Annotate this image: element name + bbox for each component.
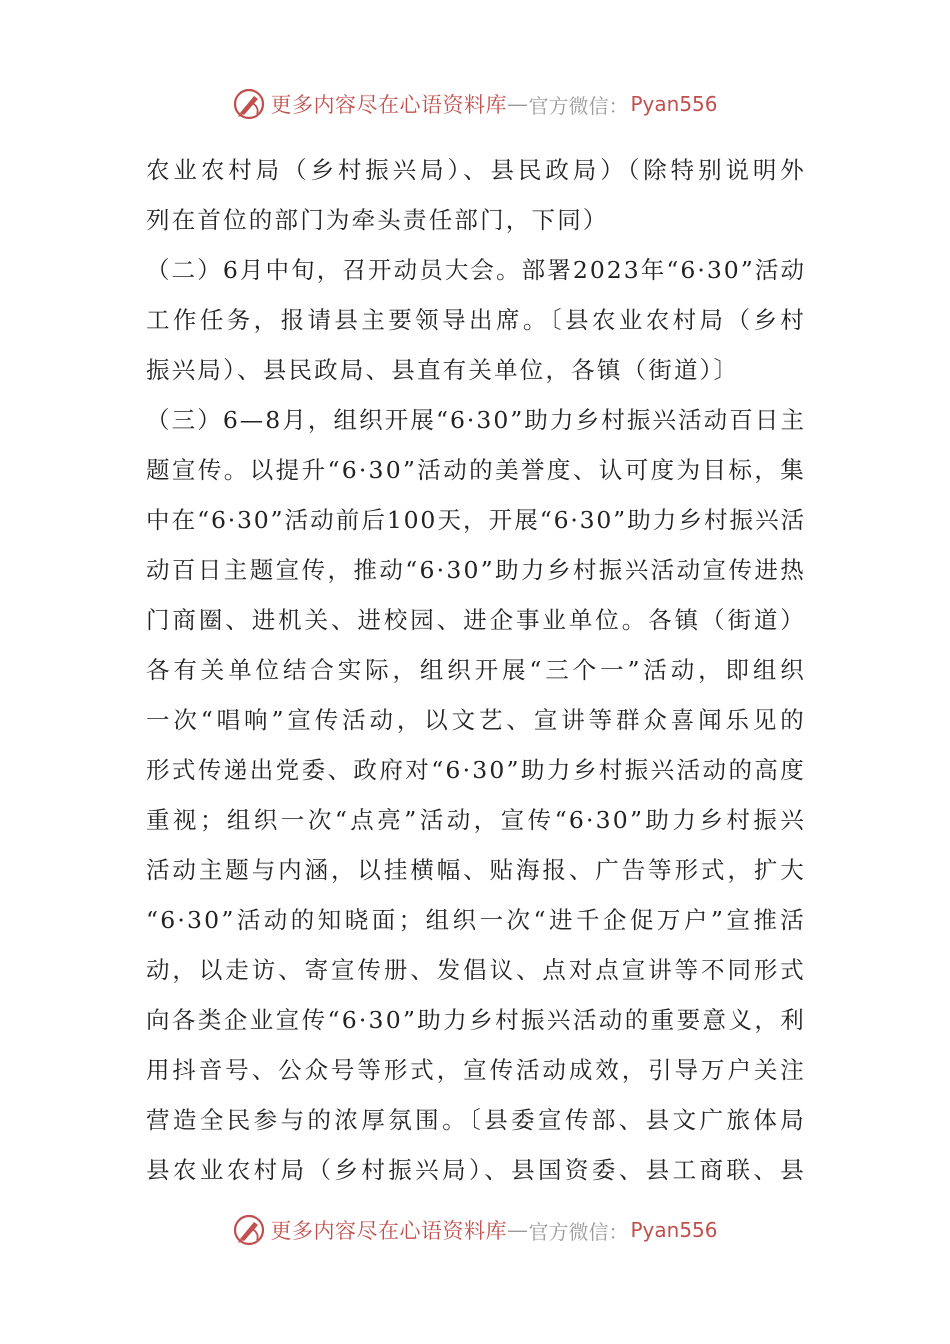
text-line: 一次“唱响”宣传活动，以文艺、宣讲等群众喜闻乐见的 [146,706,806,734]
text-line: 列在首位的部门为牵头责任部门，下同） [146,206,609,234]
text-line: “6·30”活动的知晓面；组织一次“进千企促万户”宣推活 [146,906,806,934]
watermark-sub: 官方微信： [528,1219,629,1244]
text-line: 工作任务，报请县主要领导出席。〔县农业农村局（乡村 [146,306,806,334]
text-line: 活动主题与内涵，以挂横幅、贴海报、广告等形式，扩大 [146,856,806,884]
header-watermark [0,84,950,124]
watermark-dash: — [506,92,529,116]
text-line: 农业农村局（乡村振兴局）、县民政局）（除特别说明外 [146,156,806,184]
text-line: 动百日主题宣传，推动“6·30”助力乡村振兴活动宣传进热 [146,556,806,584]
text-line: 重视；组织一次“点亮”活动，宣传“6·30”助力乡村振兴 [146,806,806,834]
watermark-id: Pyan556 [630,92,718,116]
text-line: （二）6月中旬，召开动员大会。部署2023年“6·30”活动 [146,256,806,284]
text-line: 营造全民参与的浓厚氛围。〔县委宣传部、县文广旅体局 [146,1106,806,1134]
watermark-dash: — [506,1218,529,1242]
pen-logo-icon [232,87,266,121]
text-line: 振兴局）、县民政局、县直有关单位，各镇（街道）〕 [146,356,740,384]
text-line: 动，以走访、寄宣传册、发倡议、点对点宣讲等不同形式 [146,956,806,984]
footer-watermark [0,1210,950,1250]
watermark-brand: 更多内容尽在心语资料库 [270,93,507,117]
text-line: 用抖音号、公众号等形式，宣传活动成效，引导万户关注 [146,1056,806,1084]
watermark-brand: 更多内容尽在心语资料库 [270,1219,507,1243]
text-line: 向各类企业宣传“6·30”助力乡村振兴活动的重要意义，利 [146,1006,806,1034]
text-line: 中在“6·30”活动前后100天，开展“6·30”助力乡村振兴活 [146,506,806,534]
text-line: （三）6—8月，组织开展“6·30”助力乡村振兴活动百日主 [146,406,806,434]
text-line: 形式传递出党委、政府对“6·30”助力乡村振兴活动的高度 [146,756,806,784]
pen-logo-icon [232,1213,266,1247]
text-line: 各有关单位结合实际，组织开展“三个一”活动，即组织 [146,656,806,684]
text-line: 题宣传。以提升“6·30”活动的美誉度、认可度为目标，集 [146,456,806,484]
text-line: 县农业农村局（乡村振兴局）、县国资委、县工商联、县 [146,1156,806,1184]
text-line: 门商圈、进机关、进校园、进企事业单位。各镇（街道） [146,606,806,634]
document-body [146,145,806,1195]
watermark-id: Pyan556 [630,1218,718,1242]
watermark-sub: 官方微信： [528,93,629,118]
